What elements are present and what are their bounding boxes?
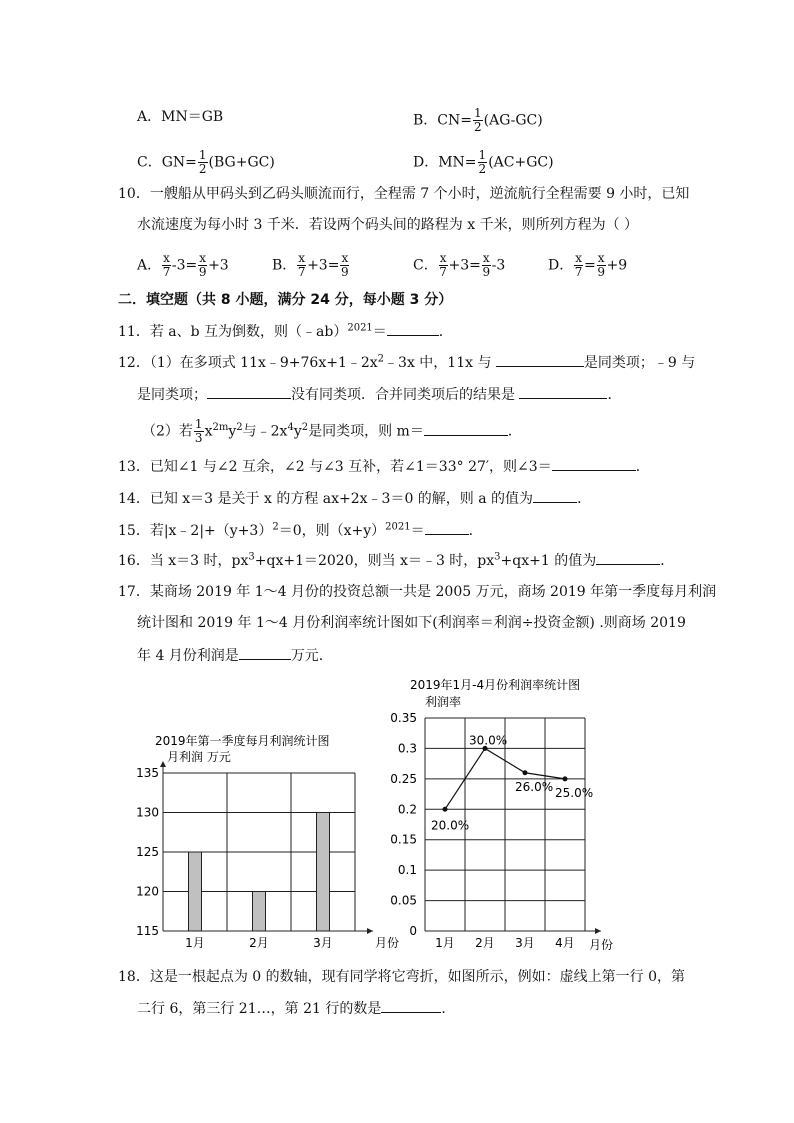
y-tick-label: 0.2 (397, 802, 417, 817)
y-tick-label: 130 (136, 805, 159, 820)
answer-blank[interactable] (239, 645, 291, 660)
data-point (523, 770, 528, 775)
answer-blank[interactable] (496, 352, 584, 367)
answer-blank[interactable] (552, 456, 636, 471)
data-label: 20.0% (431, 818, 470, 833)
bar-chart-title: 2019年第一季度每月利润统计图 (155, 734, 330, 748)
answer-blank[interactable] (596, 550, 660, 565)
x-tick-label: 3月 (515, 936, 535, 950)
data-point (443, 807, 448, 812)
y-axis-arrow (160, 761, 166, 767)
fraction-half: $\frac{1}{2}$ (198, 148, 207, 176)
answer-blank[interactable] (424, 421, 508, 436)
q17-line3: 年 4 月份利润是 万元． (137, 645, 333, 666)
q15: 15．若$|x﹣2|+(y+3)^2=0$，则$(x+y)^{2021}=$ ． (118, 521, 483, 539)
y-tick-label: 0.35 (390, 711, 417, 725)
x-tick-label: 1月 (435, 936, 455, 950)
q13: 13．已知∠1 与∠2 互余，∠2 与∠3 互补，若∠1＝33° 27′，则∠3＝ ． (118, 456, 650, 477)
q10-option-a: A． $\frac{x}{7}$ -3= $\frac{x}{9}$ +3 (137, 251, 229, 279)
q10-line2: 水流速度为每小时 3 千米．若设两个码头间的路程为 x 千米，则所列方程为（ ） (137, 217, 639, 233)
answer-blank[interactable] (519, 384, 607, 399)
x-tick-label: 2月 (475, 936, 495, 950)
bar (317, 813, 330, 932)
x-axis-arrow (595, 928, 601, 934)
bar-chart (135, 725, 400, 955)
q9-option-b: B．CN= $\frac{1}{2}$ (AG-GC) (413, 106, 543, 134)
answer-blank[interactable] (387, 321, 439, 336)
bar-chart-grid (136, 761, 399, 950)
line-chart (390, 675, 625, 957)
q11: 11．若 a、b 互为倒数，则（﹣ab）$^{2021}$＝ ． (118, 322, 453, 340)
q9-option-d: D．MN= $\frac{1}{2}$ (AC+GC) (413, 148, 554, 176)
x-axis-label: 月份 (589, 938, 614, 952)
x-axis-label: 月份 (375, 936, 400, 950)
q10-option-c: C． $\frac{x}{7}$ +3= $\frac{x}{9}$ -3 (413, 251, 506, 279)
q17-line2: 统计图和 2019 年 1～4 月份利润率统计图如下(利润率＝利润÷投资金额) .则商场 2019 (137, 615, 686, 631)
answer-blank[interactable] (425, 520, 469, 535)
y-tick-label: 120 (136, 884, 159, 899)
y-tick-label: 0.25 (390, 771, 417, 786)
bar (189, 852, 202, 931)
x-tick-label: 1月 (185, 936, 205, 950)
answer-blank[interactable] (533, 488, 577, 503)
x-tick-label: 3月 (313, 936, 333, 950)
q14: 14．已知 x＝3 是关于 x 的方程 ax+2x﹣3＝0 的解，则 a 的值为 ． (118, 488, 591, 509)
answer-blank[interactable] (381, 998, 441, 1013)
y-tick-label: 125 (136, 845, 159, 859)
bar-chart-ylabel: 月利润 万元 (167, 750, 231, 764)
q9-option-c: C．GN= $\frac{1}{2}$ (BG+GC) (137, 148, 275, 176)
q9-option-a: A．MN＝GB (137, 109, 224, 125)
fraction-half: $\frac{1}{2}$ (473, 106, 482, 134)
bar (253, 892, 266, 932)
line-chart-ylabel: 利润率 (425, 695, 462, 709)
answer-blank[interactable] (207, 384, 291, 399)
y-tick-label: 0.15 (390, 832, 417, 847)
line-chart-title: 2019年1月-4月份利润率统计图 (410, 678, 581, 692)
q12-line3: （2）若 $\frac{1}{3}$ $x^{2m}y^2$与$﹣2x^4y^2$是同类项，则 m＝ ． (142, 417, 522, 445)
x-tick-label: 2月 (249, 936, 269, 950)
y-tick-label: 0 (409, 924, 417, 938)
section2-title: 二．填空题（共 8 小题，满分 24 分，每小题 3 分） (118, 292, 453, 308)
q10-line1: 10．一艘船从甲码头到乙码头顺流而行，全程需 7 个小时，逆流航行全程需要 9 小时，已知 (118, 186, 690, 202)
q18-line1: 18．这是一根起点为 0 的数轴，现有同学将它弯折，如图所示，例如：虚线上第一行 0，第 (118, 969, 685, 985)
q17-line1: 17．某商场 2019 年 1～4 月份的投资总额一共是 2005 万元，商场 2019 年第一季度每月利润 (118, 584, 717, 600)
data-point (563, 776, 568, 781)
q12-line1: 12．（1）在多项式 $11x﹣9+76x+1﹣2x^2﹣3x$ 中，11x 与 是同类项；﹣9 与 (118, 353, 696, 371)
data-label: 26.0% (515, 779, 554, 794)
y-tick-label: 115 (136, 924, 159, 938)
q10-option-d: D． $\frac{x}{7}$ = $\frac{x}{9}$ +9 (548, 251, 628, 279)
x-axis-arrow (367, 928, 373, 934)
q16: 16．当 x＝3 时，$px^3+qx+1=2020$，则当 x＝﹣3 时，$px^3+qx+1$ 的值为 ． (118, 551, 675, 569)
y-tick-label: 0.3 (397, 741, 417, 756)
x-tick-label: 4月 (555, 936, 575, 950)
q10-option-b: B． $\frac{x}{7}$ +3= $\frac{x}{9}$ (272, 251, 349, 279)
y-tick-label: 0.1 (397, 863, 417, 878)
data-label: 25.0% (555, 785, 594, 800)
data-label: 30.0% (469, 733, 508, 748)
fraction-half: $\frac{1}{2}$ (478, 148, 487, 176)
y-tick-label: 135 (136, 766, 159, 780)
q18-line2: 二行 6，第三行 21…，第 21 行的数是 ． (137, 998, 455, 1019)
q12-line2: 是同类项； 没有同类项．合并同类项后的结果是 ． (137, 384, 621, 405)
y-tick-label: 0.05 (390, 893, 417, 908)
